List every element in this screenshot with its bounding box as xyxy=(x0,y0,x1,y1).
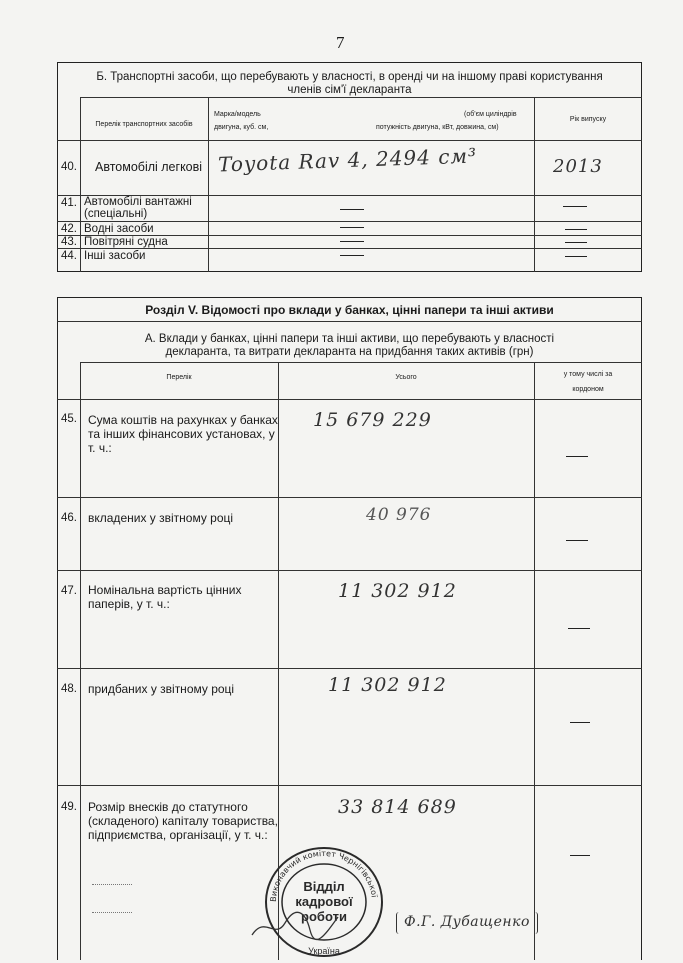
vehicle-value: Toyota Rav 4, 2494 см³ xyxy=(217,143,478,177)
scan-artifact xyxy=(92,912,132,913)
page-number: 7 xyxy=(336,33,345,52)
empty-dash xyxy=(570,855,590,856)
row-number: 46. xyxy=(61,512,77,524)
empty-dash xyxy=(565,229,587,230)
divider xyxy=(57,668,642,669)
divider xyxy=(57,140,642,141)
amount-value: 40 976 xyxy=(366,505,432,525)
col-header-brand-c: двигуна, куб. см, xyxy=(214,124,269,131)
divider xyxy=(208,97,209,272)
empty-dash xyxy=(566,456,588,457)
row-label: придбаних у звітному році xyxy=(88,682,235,696)
row-label: Повітряні судна xyxy=(84,236,168,248)
row-number: 47. xyxy=(61,585,77,597)
empty-dash xyxy=(566,540,588,541)
col-header-abroad: у тому числі за xyxy=(563,371,613,378)
empty-dash xyxy=(565,256,587,257)
row-label-3: т. ч.: xyxy=(88,441,112,455)
stamp-bottom-text: Україна xyxy=(308,946,340,956)
divider xyxy=(57,399,642,400)
col-header-year: Рік випуску xyxy=(569,116,607,123)
row-label: Сума коштів на рахунках у банках xyxy=(88,413,278,427)
empty-dash xyxy=(565,242,587,243)
amount-value: 15 679 229 xyxy=(313,409,432,431)
row-label: Розмір внесків до статутного xyxy=(88,800,248,814)
row-number: 43. xyxy=(61,236,77,248)
row-label: Водні засоби xyxy=(84,223,154,235)
divider xyxy=(80,362,642,363)
row-label: Інші засоби xyxy=(84,250,146,262)
row-label: Автомобілі легкові xyxy=(95,160,203,174)
row-number: 48. xyxy=(61,683,77,695)
col-header-brand-b: (об'єм циліндрів xyxy=(464,111,517,118)
col-header-abroad-2: кордоном xyxy=(572,386,604,393)
section-v-subtitle-2: декларанта, та витрати декларанта на придбання таких активів (грн) xyxy=(165,346,534,358)
empty-dash xyxy=(570,722,590,723)
vehicle-year: 2013 xyxy=(553,156,603,177)
divider xyxy=(57,785,642,786)
col-header-brand-d: потужність двигуна, кВт, довжина, см) xyxy=(376,124,499,131)
col-header-brand: Марка/модель xyxy=(214,111,261,118)
empty-dash xyxy=(340,255,364,256)
row-number: 45. xyxy=(61,413,77,425)
stamp-text-2: кадрової xyxy=(295,894,353,909)
row-label: вкладених у звітному році xyxy=(88,511,234,525)
signature-scribble-icon xyxy=(250,905,340,945)
amount-value: 11 302 912 xyxy=(338,580,457,602)
row-label-2: (складеного) капіталу товариства, xyxy=(88,814,278,828)
amount-value: 11 302 912 xyxy=(328,674,447,696)
col-header-list: Перелік транспортних засобів xyxy=(95,121,193,128)
row-number: 42. xyxy=(61,223,77,235)
empty-dash xyxy=(563,206,587,207)
row-label: Автомобілі вантажні xyxy=(84,196,192,208)
row-label-2: паперів, у т. ч.: xyxy=(88,597,170,611)
row-number: 40. xyxy=(61,161,77,173)
row-number: 41. xyxy=(61,197,77,209)
divider xyxy=(57,497,642,498)
section-v-subtitle: А. Вклади у банках, цінні папери та інші активи, що перебувають у власності xyxy=(144,333,555,345)
stamp-text-1: Відділ xyxy=(303,879,345,894)
empty-dash xyxy=(340,209,364,210)
row-label-2: та інших фінансових установах, у xyxy=(88,427,275,441)
divider xyxy=(57,570,642,571)
empty-dash xyxy=(340,227,364,228)
amount-value: 33 814 689 xyxy=(338,796,457,818)
row-number: 49. xyxy=(61,801,77,813)
stamp-text-3: роботи xyxy=(301,909,347,924)
col-header-total: Усього xyxy=(395,374,417,381)
divider xyxy=(80,362,81,960)
signature-bracket xyxy=(396,912,538,934)
divider xyxy=(80,97,642,98)
scan-artifact xyxy=(92,884,132,885)
col-header-list: Перелік xyxy=(166,374,192,381)
row-number: 44. xyxy=(61,250,77,262)
row-label-3: підприємства, організації, у т. ч.: xyxy=(88,828,268,842)
row-label-2: (спеціальні) xyxy=(84,208,148,220)
empty-dash xyxy=(568,628,590,629)
divider xyxy=(534,362,535,960)
divider xyxy=(57,321,642,322)
signature-name: Ф.Г. Дубащенко xyxy=(404,914,530,930)
section-v-title: Розділ V. Відомості про вклади у банках, цінні папери та інші активи xyxy=(145,303,554,317)
row-label: Номінальна вартість цінних xyxy=(88,583,242,597)
section-b-title-2: членів сім'ї декларанта xyxy=(287,84,412,96)
stamp-ring-text: Виконавчий комітет Чернігівської xyxy=(268,848,379,903)
section-b-title: Б. Транспортні засоби, що перебувають у власності, в оренді чи на іншому праві користування xyxy=(96,71,603,83)
empty-dash xyxy=(340,241,364,242)
